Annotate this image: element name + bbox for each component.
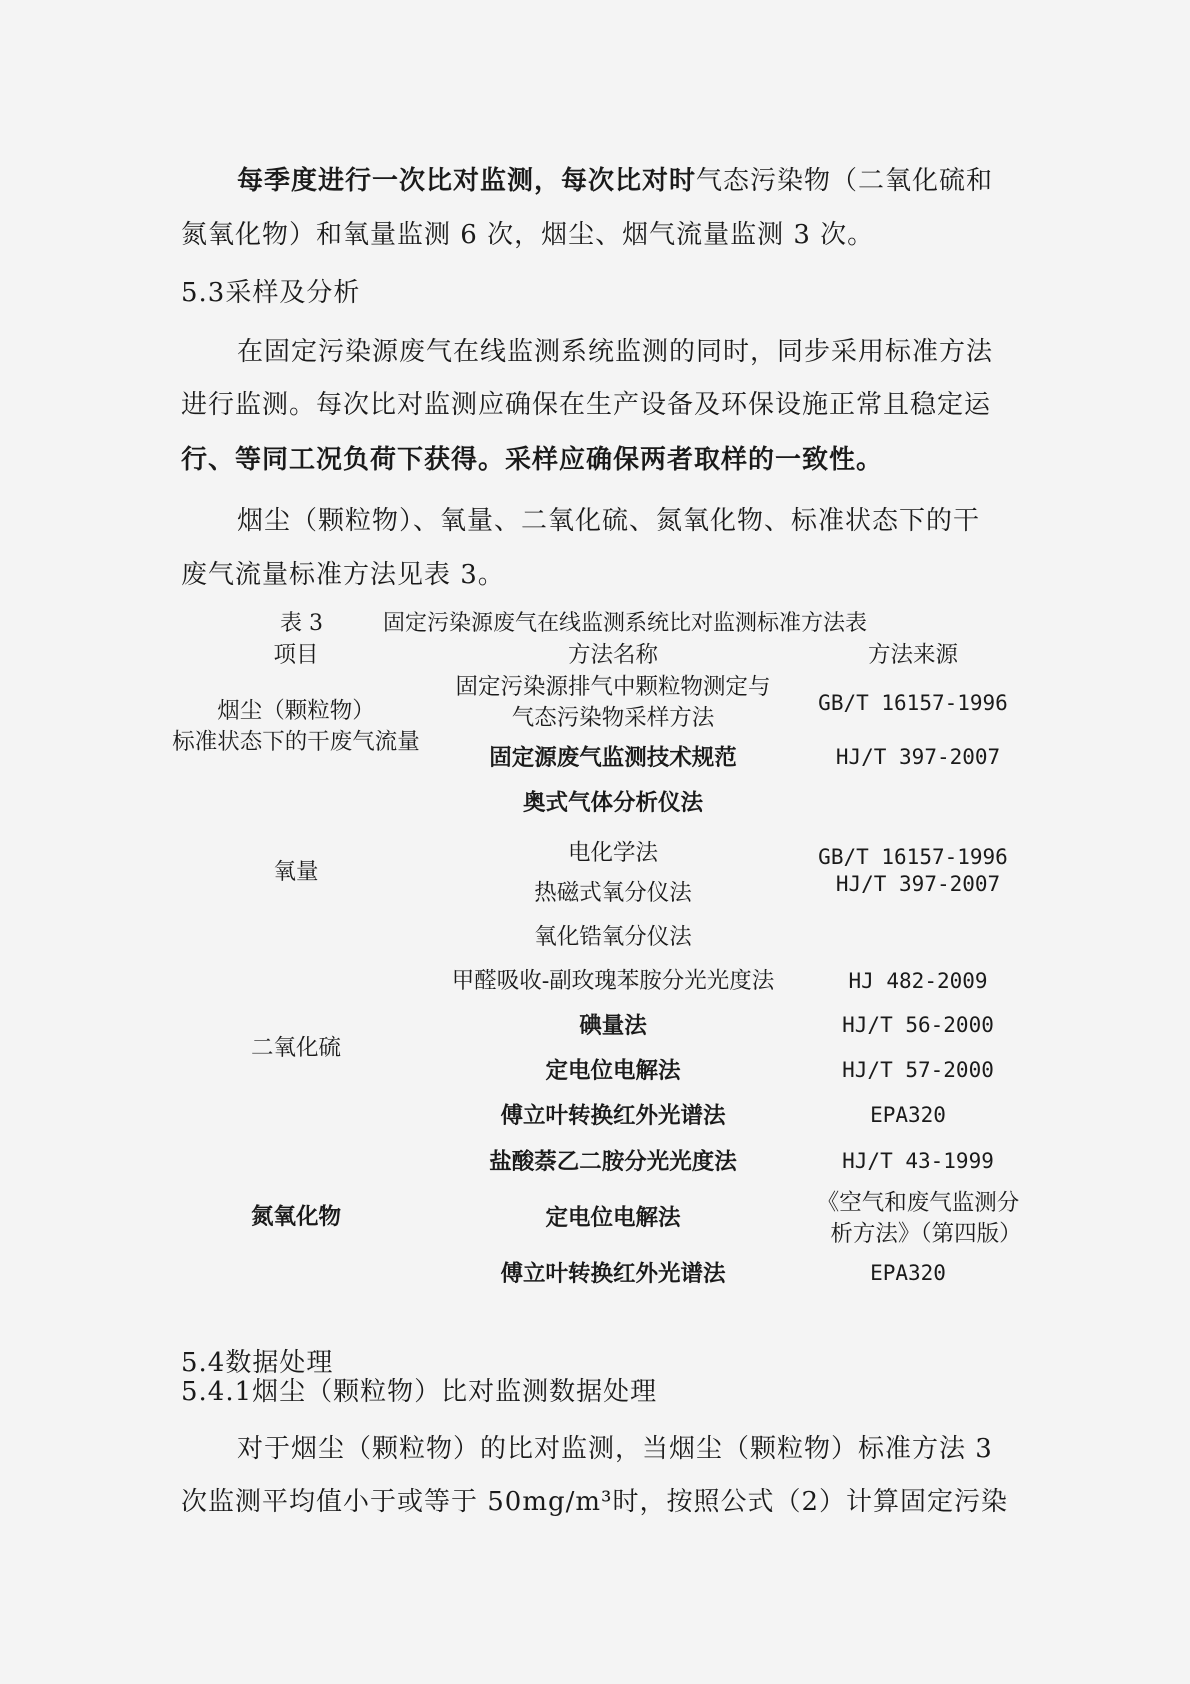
table-item-flow: 标准状态下的干废气流量 bbox=[172, 729, 420, 755]
table-source: HJ/T 57-2000 bbox=[842, 1058, 994, 1082]
table-item-oxygen: 氧量 bbox=[273, 859, 319, 885]
table-source: EPA320 bbox=[870, 1103, 946, 1127]
table-source: HJ/T 397-2007 bbox=[835, 745, 1001, 769]
paragraph-3-line-1: 烟尘（颗粒物）、氧量、二氧化硫、氮氧化物、标准状态下的干 bbox=[237, 506, 981, 536]
table-header-source: 方法来源 bbox=[867, 642, 959, 668]
section-heading-5-4: 5.4数据处理 bbox=[181, 1348, 334, 1378]
paragraph-1-line-1: 每季度进行一次比对监测，每次比对时气态污染物（二氧化硫和 bbox=[237, 166, 994, 196]
table-item-nox: 氮氧化物 bbox=[250, 1204, 342, 1230]
table-caption-number: 表 3 bbox=[280, 611, 323, 636]
table-method: 电化学法 bbox=[567, 840, 659, 866]
table-source: HJ/T 43-1999 bbox=[842, 1149, 994, 1173]
table-source: 《空气和废气监测分 bbox=[816, 1190, 1020, 1216]
table-item-so2: 二氧化硫 bbox=[250, 1035, 342, 1061]
table-method: 甲醛吸收-副玫瑰苯胺分光光度法 bbox=[451, 968, 775, 994]
table-source: EPA320 bbox=[870, 1261, 946, 1285]
paragraph-2-line-3: 行、等同工况负荷下获得。采样应确保两者取样的一致性。 bbox=[181, 445, 884, 475]
table-method: 定电位电解法 bbox=[545, 1205, 681, 1231]
table-item-dust: 烟尘（颗粒物） bbox=[217, 698, 375, 724]
section-heading-5-4-1: 5.4.1烟尘（颗粒物）比对监测数据处理 bbox=[181, 1377, 658, 1407]
table-method: 傅立叶转换红外光谱法 bbox=[500, 1103, 726, 1129]
table-method: 盐酸萘乙二胺分光光度法 bbox=[489, 1149, 737, 1175]
section-heading-5-3: 5.3采样及分析 bbox=[181, 278, 361, 308]
table-method: 热磁式氧分仪法 bbox=[534, 880, 692, 906]
paragraph-3-line-2: 废气流量标准方法见表 3。 bbox=[181, 560, 505, 590]
table-source: HJ/T 397-2007 bbox=[835, 872, 1001, 896]
table-source: HJ 482-2009 bbox=[848, 969, 988, 993]
table-method: 气态污染物采样方法 bbox=[511, 705, 715, 731]
table-method: 固定源废气监测技术规范 bbox=[489, 745, 737, 771]
table-source: HJ/T 56-2000 bbox=[842, 1013, 994, 1037]
table-caption-title: 固定污染源废气在线监测系统比对监测标准方法表 bbox=[383, 611, 868, 636]
table-method: 定电位电解法 bbox=[545, 1058, 681, 1084]
table-method: 碘量法 bbox=[579, 1013, 647, 1039]
table-method: 氧化锆氧分仪法 bbox=[534, 924, 692, 950]
paragraph-4-line-2: 次监测平均值小于或等于 50mg/m³时，按照公式（2）计算固定污染 bbox=[181, 1487, 1009, 1517]
paragraph-4-line-1: 对于烟尘（颗粒物）的比对监测，当烟尘（颗粒物）标准方法 3 bbox=[237, 1434, 993, 1464]
table-source: 析方法》（第四版） bbox=[830, 1221, 1022, 1247]
table-header-item: 项目 bbox=[273, 642, 319, 668]
table-source: GB/T 16157-1996 bbox=[818, 691, 1008, 715]
table-header-method: 方法名称 bbox=[567, 642, 659, 668]
table-method: 奥式气体分析仪法 bbox=[522, 790, 704, 816]
table-method: 傅立叶转换红外光谱法 bbox=[500, 1261, 726, 1287]
paragraph-2-line-1: 在固定污染源废气在线监测系统监测的同时，同步采用标准方法 bbox=[237, 337, 994, 367]
paragraph-2-line-2: 进行监测。每次比对监测应确保在生产设备及环保设施正常且稳定运 bbox=[181, 390, 992, 420]
paragraph-1-line-2: 氮氧化物）和氧量监测 6 次，烟尘、烟气流量监测 3 次。 bbox=[181, 220, 875, 250]
table-method: 固定污染源排气中颗粒物测定与 bbox=[455, 674, 771, 700]
table-source: GB/T 16157-1996 bbox=[818, 845, 1008, 869]
